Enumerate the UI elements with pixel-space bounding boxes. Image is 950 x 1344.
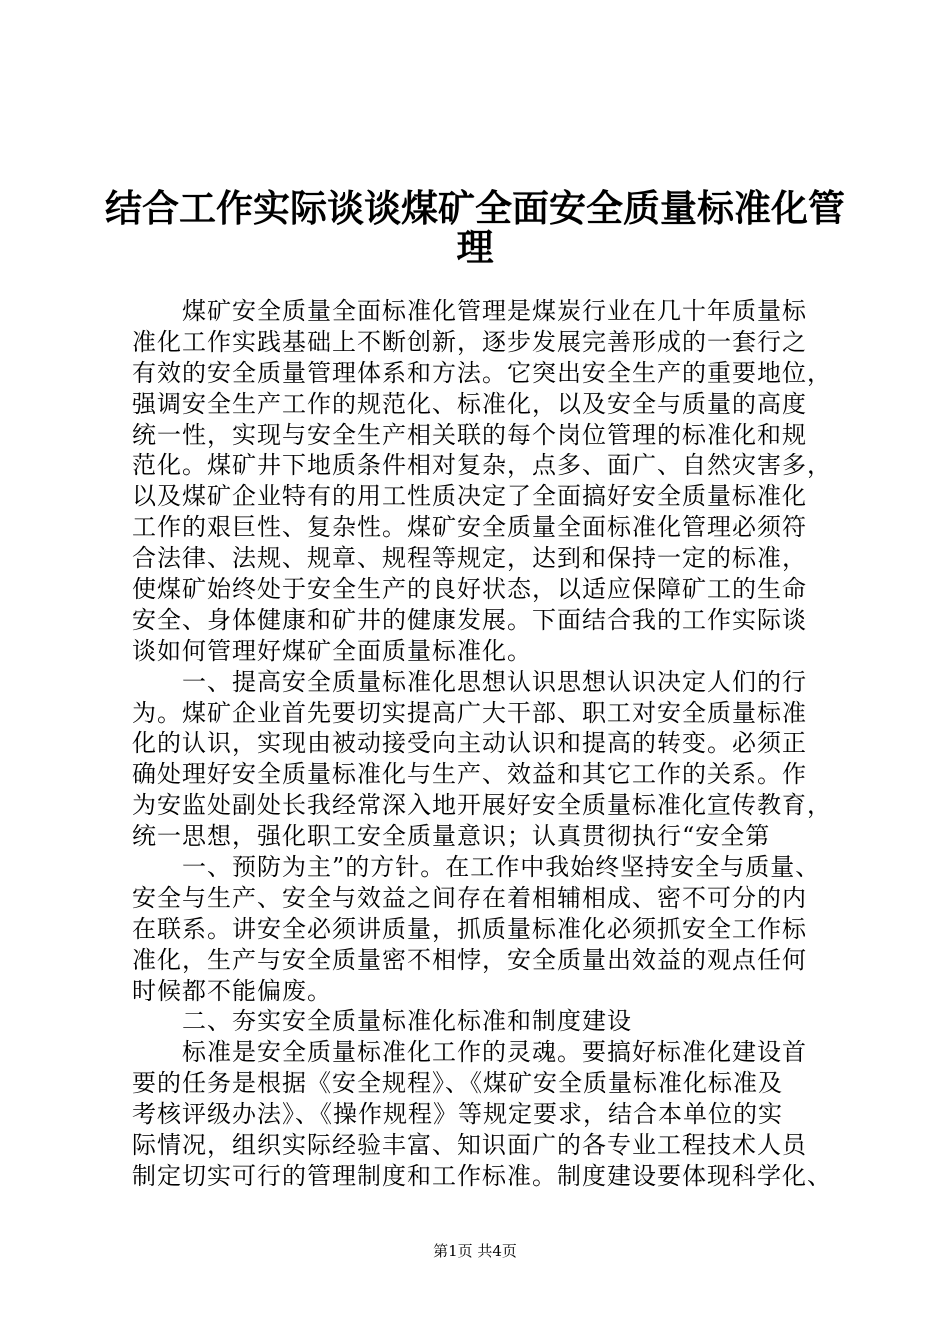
body-line: 使煤矿始终处于安全生产的良好状态，以适应保障矿工的生命 <box>132 575 807 604</box>
body-line: 安全与生产、安全与效益之间存在着相辅相成、密不可分的内 <box>132 883 807 912</box>
body-line: 一、预防为主”的方针。在工作中我始终坚持安全与质量、 <box>182 853 821 882</box>
body-line: 时候都不能偏废。 <box>132 976 332 1005</box>
body-line: 一、提高安全质量标准化思想认识思想认识决定人们的行 <box>182 667 807 696</box>
body-line: 有效的安全质量管理体系和方法。它突出安全生产的重要地位， <box>132 358 832 387</box>
body-line: 准化工作实践基础上不断创新，逐步发展完善形成的一套行之 <box>132 327 807 356</box>
body-line: 化的认识，实现由被动接受向主动认识和提高的转变。必须正 <box>132 729 807 758</box>
body-line: 统一思想，强化职工安全质量意识；认真贯彻执行“安全第 <box>132 822 771 851</box>
body-line: 工作的艰巨性、复杂性。煤矿安全质量全面标准化管理必须符 <box>132 513 807 542</box>
body-line: 安全、身体健康和矿井的健康发展。下面结合我的工作实际谈 <box>132 605 807 634</box>
body-line: 以及煤矿企业特有的用工性质决定了全面搞好安全质量标准化 <box>132 482 807 511</box>
body-line: 二、夯实安全质量标准化标准和制度建设 <box>182 1007 632 1036</box>
body-line: 为安监处副处长我经常深入地开展好安全质量标准化宣传教育， <box>132 791 832 820</box>
document-title-line-2: 理 <box>456 225 494 269</box>
body-line: 际情况，组织实际经验丰富、知识面广的各专业工程技术人员 <box>132 1131 807 1160</box>
body-line: 要的任务是根据《安全规程》、《煤矿安全质量标准化标准及 <box>132 1069 783 1098</box>
body-line: 考核评级办法》、《操作规程》等规定要求，结合本单位的实 <box>132 1100 783 1129</box>
body-line: 谈如何管理好煤矿全面质量标准化。 <box>132 636 532 665</box>
body-line: 合法律、法规、规章、规程等规定，达到和保持一定的标准， <box>132 544 807 573</box>
body-line: 为。煤矿企业首先要切实提高广大干部、职工对安全质量标准 <box>132 698 807 727</box>
body-line: 范化。煤矿井下地质条件相对复杂，点多、面广、自然灾害多， <box>132 451 832 480</box>
body-line: 在联系。讲安全必须讲质量，抓质量标准化必须抓安全工作标 <box>132 914 807 943</box>
body-line: 制定切实可行的管理制度和工作标准。制度建设要体现科学化、 <box>132 1161 832 1190</box>
body-line: 统一性，实现与安全生产相关联的每个岗位管理的标准化和规 <box>132 420 807 449</box>
body-line: 强调安全生产工作的规范化、标准化，以及安全与质量的高度 <box>132 389 807 418</box>
body-line: 确处理好安全质量标准化与生产、效益和其它工作的关系。作 <box>132 760 807 789</box>
document-title-line-1: 结合工作实际谈谈煤矿全面安全质量标准化管 <box>105 186 845 230</box>
body-line: 准化，生产与安全质量密不相悖，安全质量出效益的观点任何 <box>132 945 807 974</box>
body-line: 标准是安全质量标准化工作的灵魂。要搞好标准化建设首 <box>182 1038 807 1067</box>
page-footer: 第1页 共4页 <box>433 1242 517 1260</box>
body-line: 煤矿安全质量全面标准化管理是煤炭行业在几十年质量标 <box>182 297 807 325</box>
document-body <box>132 296 832 1192</box>
